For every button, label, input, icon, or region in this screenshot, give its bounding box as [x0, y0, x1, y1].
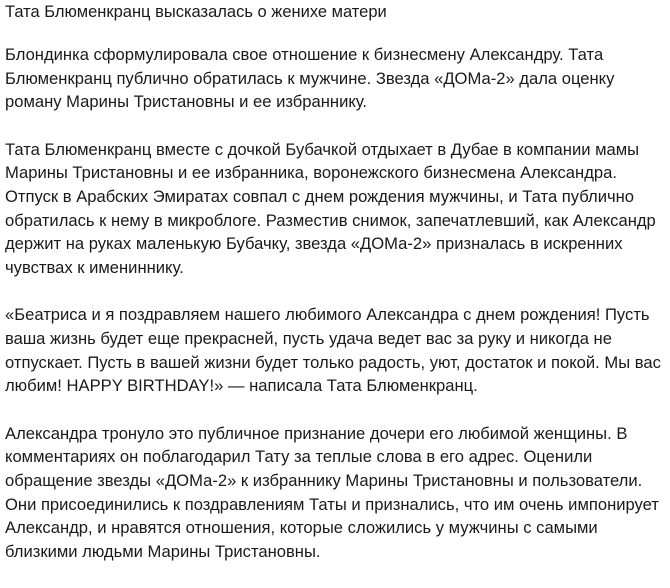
- article-paragraph: Александра тронуло это публичное признание дочери его любимой женщины. В комментариях он поблагодарил Тату за теплые слова в его адрес. Оценили обращение звезды «ДОМа-2» к избраннику Марины Тристановны и пользователи. Они присоединились к поздравлениям Таты и признались, что им очень импонирует Александр, и нравятся отношения, которые сложились у мужчины с самыми близкими людьми Марины Тристановны.: [5, 423, 659, 561]
- article-paragraph: Тата Блюменкранц вместе с дочкой Бубачкой отдыхает в Дубае в компании мамы Марины Тристановны и ее избранника, воронежского бизнесмена Александра. Отпуск в Арабских Эмиратах совпал с днем рождения мужчины, и Тата публично обратилась к нему в микроблоге. Разместив снимок, запечатлевший, как Александр держит на руках маленькую Бубачку, звезда «ДОМа-2» призналась в искренних чувствах к имениннику.: [5, 139, 656, 277]
- article-paragraph: Блондинка сформулировала свое отношение к бизнесмену Александру. Тата Блюменкранц публично обратилась к мужчине. Звезда «ДОМа-2» дала оценку роману Марины Тристановны и ее избраннику.: [5, 45, 615, 112]
- article: [5, 0, 665, 563]
- article-title: Тата Блюменкранц высказалась о женихе матери: [5, 3, 387, 21]
- article-paragraph: «Беатриса и я поздравляем нашего любимого Александра с днем рождения! Пусть ваша жизнь будет еще прекрасней, пусть удача ведет вас за руку и никогда не отпускает. Пусть в вашей жизни будет только радость, уют, достаток и покой. Мы вас любим! HAPPY BIRTHDAY!» — написала Тата Блюменкранц.: [5, 305, 661, 396]
